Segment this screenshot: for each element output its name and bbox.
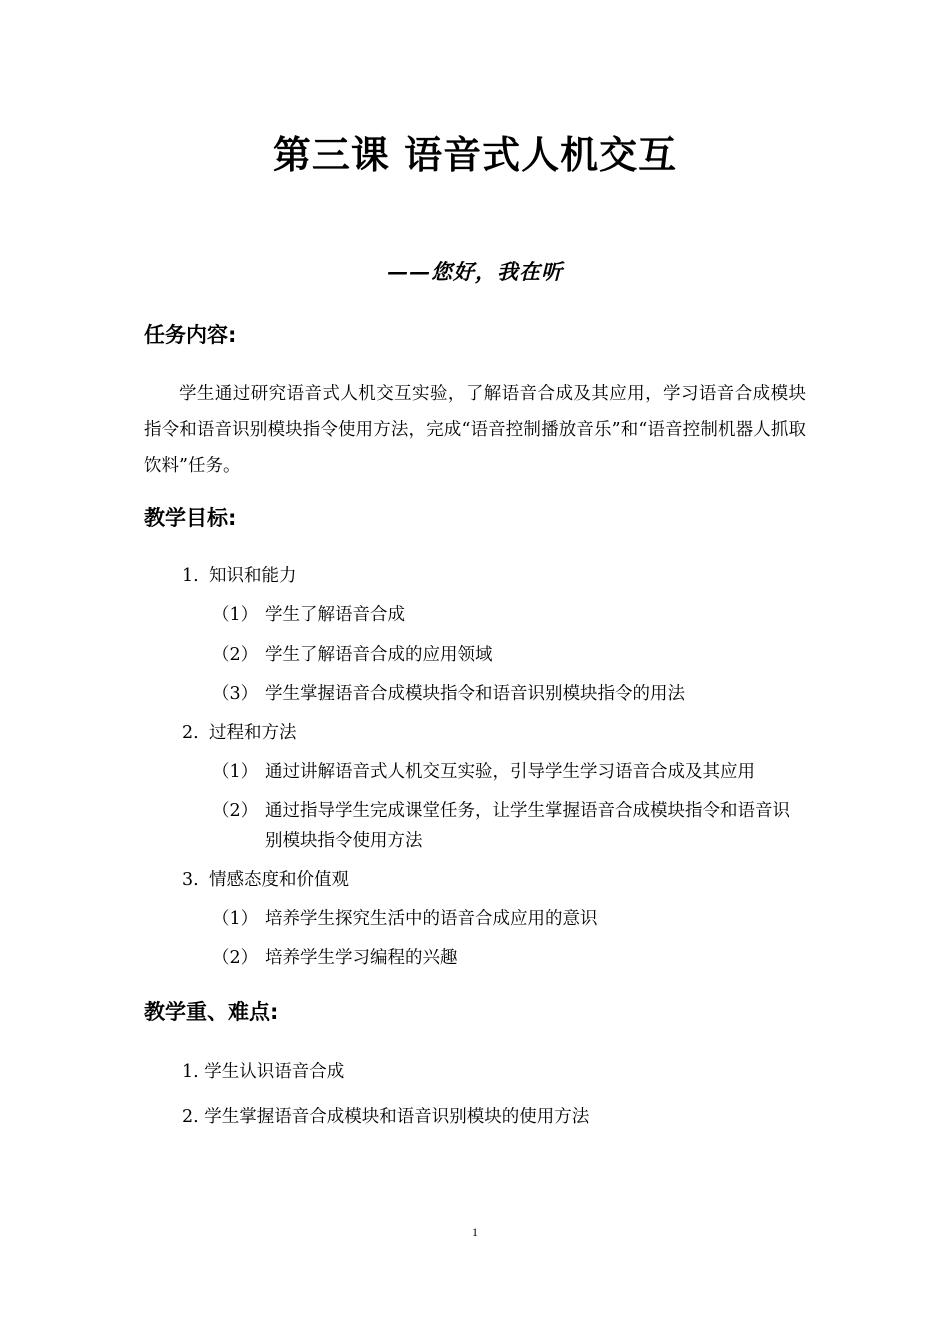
heading-task: 任务内容:	[144, 323, 237, 347]
goal-sub-text: 学生了解语音合成	[265, 605, 405, 625]
keypoint-item: 2. 学生掌握语音合成模块和语音识别模块的使用方法	[182, 1107, 590, 1127]
goal-item-1	[182, 561, 297, 591]
goal-sub-marker: （3）	[212, 684, 259, 704]
goal-item-label: 过程和方法	[209, 723, 297, 743]
task-paragraph: 学生通过研究语音式人机交互实验，了解语音合成及其应用，学习语音合成模块指令和语音识别模块指令使用方法，完成“语音控制播放音乐”和“语音控制机器人抓取饮料”任务。	[144, 384, 806, 476]
goal-item-3	[182, 865, 349, 895]
goal-sub-marker: （1）	[212, 605, 259, 625]
page-number: 1	[472, 1225, 478, 1239]
page-title: 第三课 语音式人机交互	[272, 133, 678, 177]
heading-goals: 教学目标:	[144, 506, 237, 530]
goal-sub-marker: （2）	[212, 645, 259, 665]
goal-sub-text: 学生了解语音合成的应用领域	[265, 645, 493, 665]
goal-item-label: 知识和能力	[209, 566, 297, 586]
goal-item-2	[182, 718, 297, 748]
goal-sub-text: 培养学生探究生活中的语音合成应用的意识	[265, 909, 598, 929]
goal-sub-text: 通过指导学生完成课堂任务，让学生掌握语音合成模块指令和语音识别模块指令使用方法	[265, 801, 790, 851]
goal-sub-marker: （1）	[212, 762, 259, 782]
goal-sub-text: 通过讲解语音式人机交互实验，引导学生学习语音合成及其应用	[265, 762, 755, 782]
goal-item-number: 2.	[182, 723, 199, 743]
goal-sub-marker: （1）	[212, 909, 259, 929]
goal-item-label: 情感态度和价值观	[209, 870, 349, 890]
goal-sub-text: 培养学生学习编程的兴趣	[265, 948, 458, 968]
goal-item-number: 1.	[182, 566, 199, 586]
goal-sub-text: 学生掌握语音合成模块指令和语音识别模块指令的用法	[265, 684, 685, 704]
keypoint-item: 1. 学生认识语音合成	[182, 1062, 345, 1082]
goal-item-number: 3.	[182, 870, 199, 890]
heading-keypoints: 教学重、难点:	[144, 1000, 279, 1024]
goal-sub-marker: （2）	[212, 801, 259, 821]
page-subtitle: ——您好，我在听	[387, 259, 563, 284]
goal-sub-marker: （2）	[212, 948, 259, 968]
